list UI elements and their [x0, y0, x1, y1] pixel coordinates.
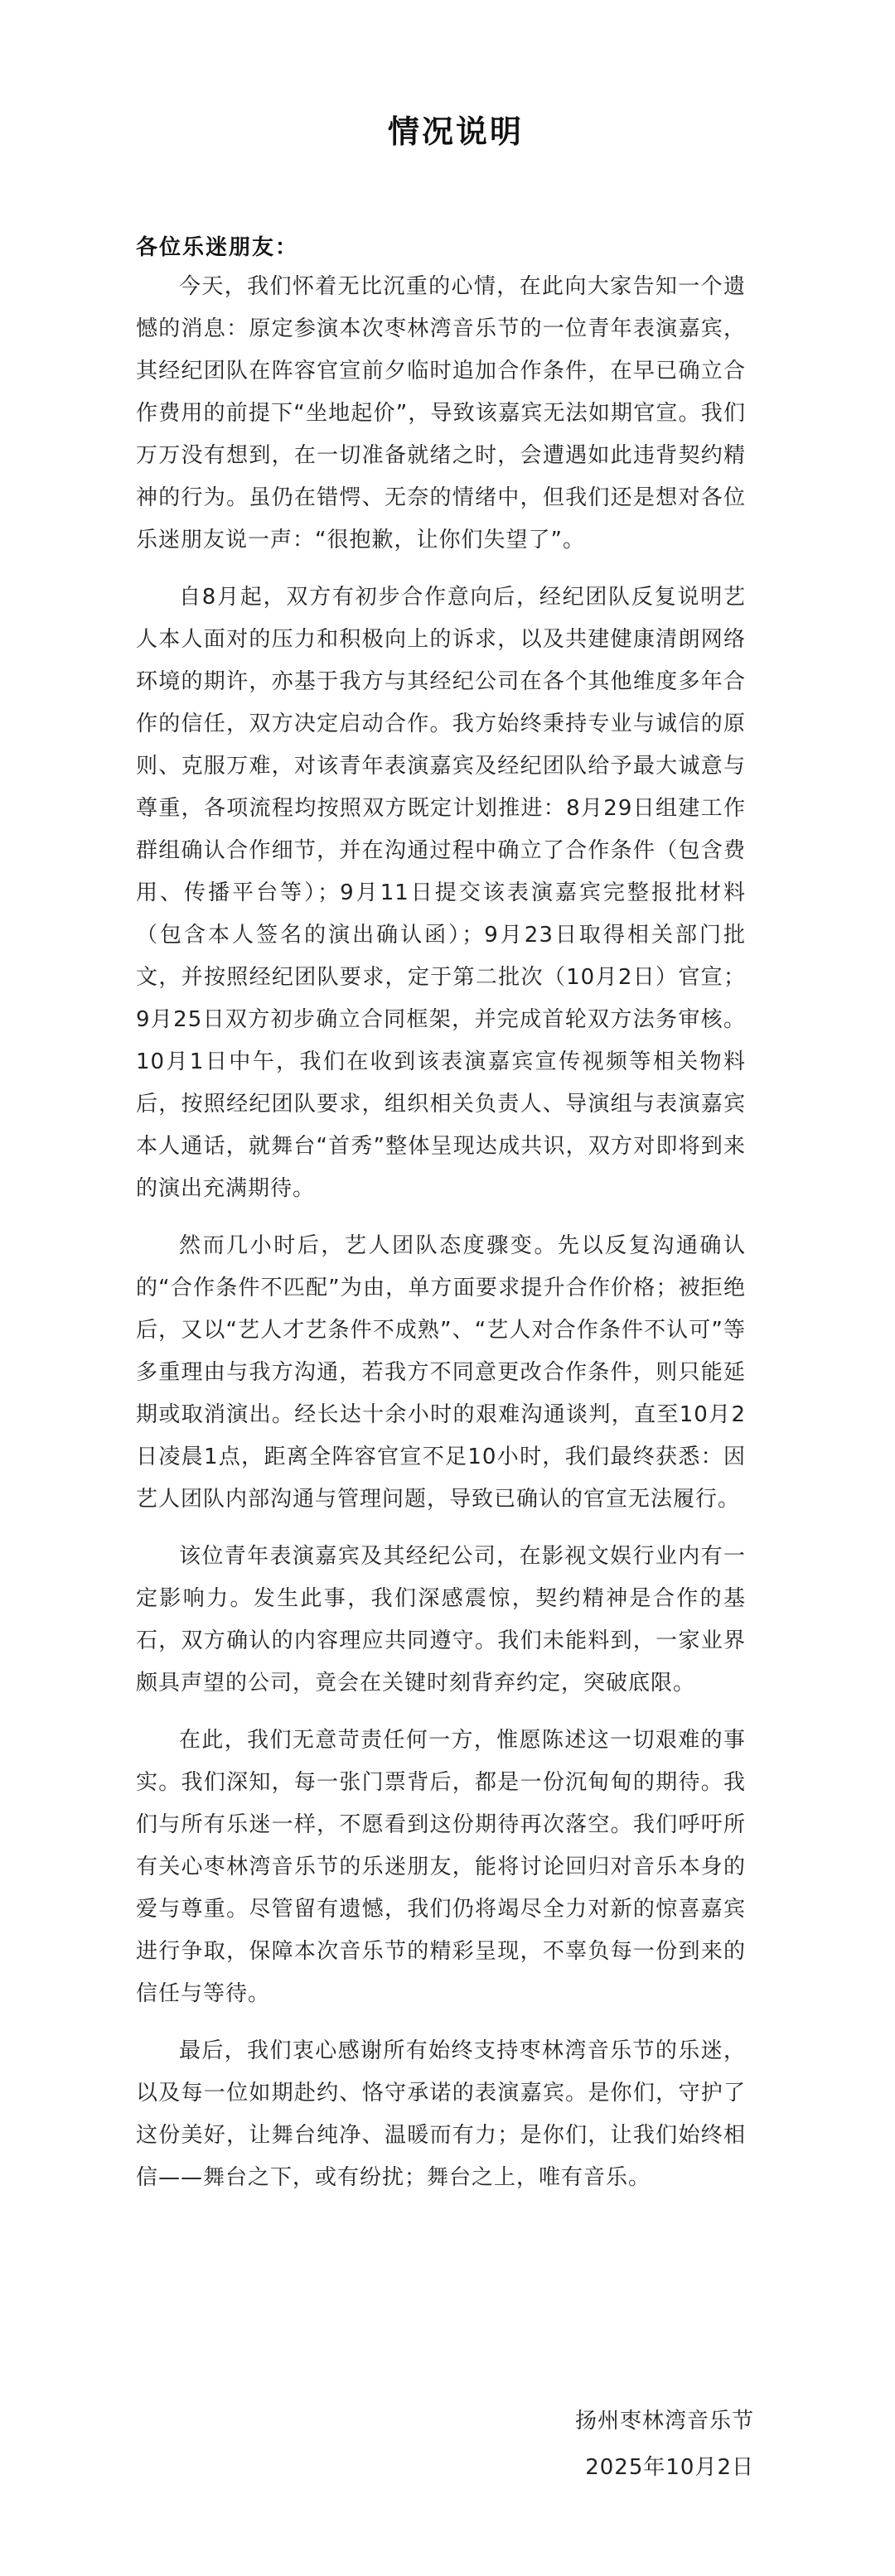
paragraph-3: 然而几小时后，艺人团队态度骤变。先以反复沟通确认的“合作条件不匹配”为由，单方面要求提升合作价格；被拒绝后，又以“艺人才艺条件不成熟”、“艺人对合作条件不认可”等多重理由与我方沟通，若我方不同意更改合作条件，则只能延期或取消演出。经长达十余小时的艰难沟通谈判，直至10月2日凌晨1点，距离全阵容官宣不足10小时，我们最终获悉：因艺人团队内部沟通与管理问题，导致已确认的官宣无法履行。 [136, 1233, 746, 1512]
paragraph-5: 在此，我们无意苛责任何一方，惟愿陈述这一切艰难的事实。我们深知，每一张门票背后，都是一份沉甸甸的期待。我们与所有乐迷一样，不愿看到这份期待再次落空。我们呼吁所有关心枣林湾音乐节的乐迷朋友，能将讨论回归对音乐本身的爱与尊重。尽管留有遗憾，我们仍将竭尽全力对新的惊喜嘉宾进行争取，保障本次音乐节的精彩呈现，不辜负每一份到来的信任与等待。 [136, 1728, 746, 2006]
signature-block [575, 2398, 754, 2491]
paragraph-2: 自8月起，双方有初步合作意向后，经纪团队反复说明艺人本人面对的压力和积极向上的诉求，以及共建健康清朗网络环境的期许，亦基于我方与其经纪公司在各个其他维度多年合作的信任，双方决定启动合作。我方始终秉持专业与诚信的原则、克服万难，对该青年表演嘉宾及经纪团队给予最大诚意与尊重，各项流程均按照双方既定计划推进：8月29日组建工作群组确认合作细节，并在沟通过程中确立了合作条件（包含费用、传播平台等）；9月11日提交该表演嘉宾完整报批材料（包含本人签名的演出确认函）；9月23日取得相关部门批文，并按照经纪团队要求，定于第二批次（10月2日）官宣；9月25日双方初步确立合同框架，并完成首轮双方法务审核。10月1日中午，我们在收到该表演嘉宾宣传视频等相关物料后，按照经纪团队要求，组织相关负责人、导演组与表演嘉宾本人通话，就舞台“首秀”整体呈现达成共识，双方对即将到来的演出充满期待。 [136, 585, 746, 1201]
document-title: 情况说明 [387, 113, 524, 150]
paragraph-4: 该位青年表演嘉宾及其经纪公司，在影视文娱行业内有一定影响力。发生此事，我们深感震惊，契约精神是合作的基石，双方确认的内容理应共同遵守。我们未能料到，一家业界颇具声望的公司，竟会在关键时刻背弃约定，突破底限。 [136, 1544, 746, 1696]
salutation: 各位乐迷朋友： [136, 235, 299, 260]
paragraph-6: 最后，我们衷心感谢所有始终支持枣林湾音乐节的乐迷，以及每一位如期赴约、恪守承诺的表演嘉宾。是你们，守护了这份美好，让舞台纯净、温暖而有力；是你们，让我们始终相信——舞台之下，或有纷扰；舞台之上，唯有音乐。 [136, 2038, 746, 2190]
signature-date: 2025年10月2日 [585, 2455, 754, 2480]
signature-organization: 扬州枣林湾音乐节 [574, 2409, 754, 2434]
paragraph-1: 今天，我们怀着无比沉重的心情，在此向大家告知一个遗憾的消息：原定参演本次枣林湾音乐节的一位青年表演嘉宾，其经纪团队在阵容官宣前夕临时追加合作条件，在早已确立合作费用的前提下“坐地起价”，导致该嘉宾无法如期官宣。我们万万没有想到，在一切准备就绪之时，会遭遇如此违背契约精神的行为。虽仍在错愕、无奈的情绪中，但我们还是想对各位乐迷朋友说一声：“很抱歉，让你们失望了”。 [136, 274, 746, 552]
